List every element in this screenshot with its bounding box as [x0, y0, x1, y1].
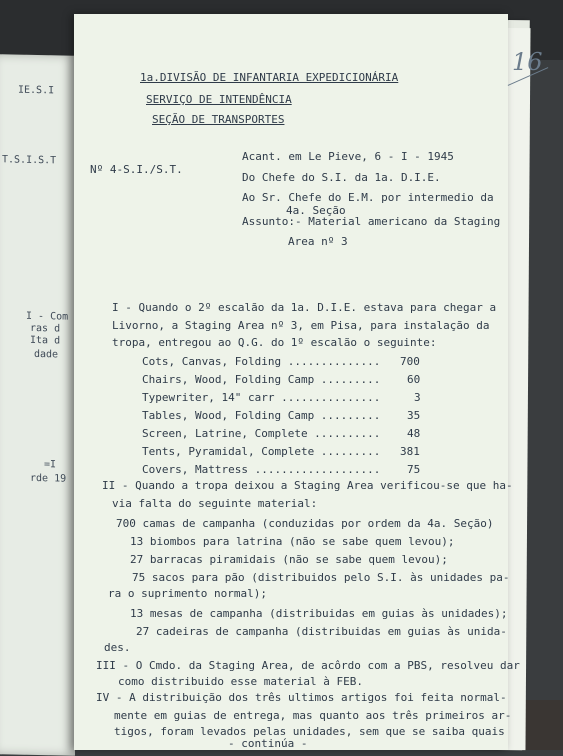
to-line: Ao Sr. Chefe do E.M. por intermedio da	[242, 191, 494, 204]
reference-number: Nº 4-S.I./S.T.	[90, 163, 183, 176]
section-2-line: 13 mesas de campanha (distribuidas em guias às unidades);	[130, 607, 508, 620]
item-qty: 60	[407, 373, 421, 386]
section-1-line: Livorno, a Staging Area nº 3, em Pisa, para instalação da	[112, 319, 490, 332]
item-qty: 700	[400, 355, 420, 368]
section-2-line: via falta do seguinte material:	[112, 497, 318, 510]
item-qty: 3	[414, 391, 421, 404]
left-fragment: I - Com	[26, 310, 69, 323]
section-2-line: 13 biombos para latrina (não se sabe quem levou);	[130, 535, 455, 548]
handwritten-page-number: 16	[512, 48, 543, 76]
section-2-line: 27 barracas piramidais (não se sabe quem levou);	[130, 553, 448, 566]
document-page	[74, 14, 543, 750]
from-line: Do Chefe do S.I. da 1a. D.I.E.	[242, 171, 441, 184]
item-name: Tents, Pyramidal, Complete .........	[142, 445, 381, 458]
left-fragment: T.S.I.S.T	[2, 154, 57, 167]
left-fragment: =I	[44, 459, 57, 471]
left-fragment: ras d	[30, 322, 61, 335]
header-division: 1a.DIVISÃO DE INFANTARIA EXPEDICIONÁRIA	[140, 71, 399, 84]
section-2-line: 75 sacos para pão (distribuidos pelo S.I. às unidades pa-	[132, 571, 510, 584]
item-name: Tables, Wood, Folding Camp .........	[142, 409, 381, 422]
previous-page	[0, 54, 75, 756]
section-2-line: 700 camas de campanha (conduzidas por ordem da 4a. Seção)	[116, 517, 494, 530]
section-1-line: I - Quando o 2º escalão da 1a. D.I.E. estava para chegar a	[112, 301, 497, 314]
item-qty: 48	[407, 427, 421, 440]
subject-line: Assunto:- Material americano da Staging	[242, 215, 501, 228]
item-name: Cots, Canvas, Folding ..............	[142, 355, 381, 368]
left-fragment: IE.S.I	[18, 84, 55, 97]
left-fragment: rde 19	[30, 472, 67, 485]
header-service: SERVIÇO DE INTENDÊNCIA	[146, 93, 292, 106]
section-2-line: des.	[104, 641, 131, 654]
section-2-line: ra o suprimento normal);	[108, 587, 267, 600]
section-1-line: tropa, entregou ao Q.G. do 1º escalão o seguinte:	[112, 336, 437, 349]
item-name: Chairs, Wood, Folding Camp .........	[142, 373, 381, 386]
section-2-line: 27 cadeiras de campanha (distribuidas em guias às unida-	[136, 625, 507, 638]
to-line-cont: 4a. Seção	[286, 204, 346, 217]
header-section: SEÇÃO DE TRANSPORTES	[152, 113, 285, 126]
section-4-line: tigos, foram levados pelas unidades, sem que se saiba quais	[114, 725, 505, 738]
left-fragment: dade	[34, 348, 59, 361]
continues-note: - continúa -	[228, 737, 308, 750]
dateline: Acant. em Le Pieve, 6 - I - 1945	[242, 150, 454, 163]
item-name: Screen, Latrine, Complete ..........	[142, 427, 381, 440]
item-name: Covers, Mattress ...................	[142, 463, 381, 476]
section-4-line: IV - A distribuição dos três ultimos artigos foi feita normal-	[96, 691, 507, 704]
item-qty: 381	[400, 445, 420, 458]
section-3-line: III - O Cmdo. da Staging Area, de acôrdo com a PBS, resolveu dar	[96, 659, 520, 672]
item-qty: 35	[407, 409, 421, 422]
subject-line-cont: Area nº 3	[288, 235, 348, 248]
section-3-line: como distribuido esse material à FEB.	[118, 675, 364, 688]
section-2-line: II - Quando a tropa deixou a Staging Area verificou-se que ha-	[102, 479, 513, 492]
left-fragment: Ita d	[30, 334, 61, 347]
item-name: Typewriter, 14" carr ...............	[142, 391, 381, 404]
item-qty: 75	[407, 463, 421, 476]
section-4-line: mente em guias de entrega, mas quanto aos três primeiros ar-	[114, 709, 512, 722]
